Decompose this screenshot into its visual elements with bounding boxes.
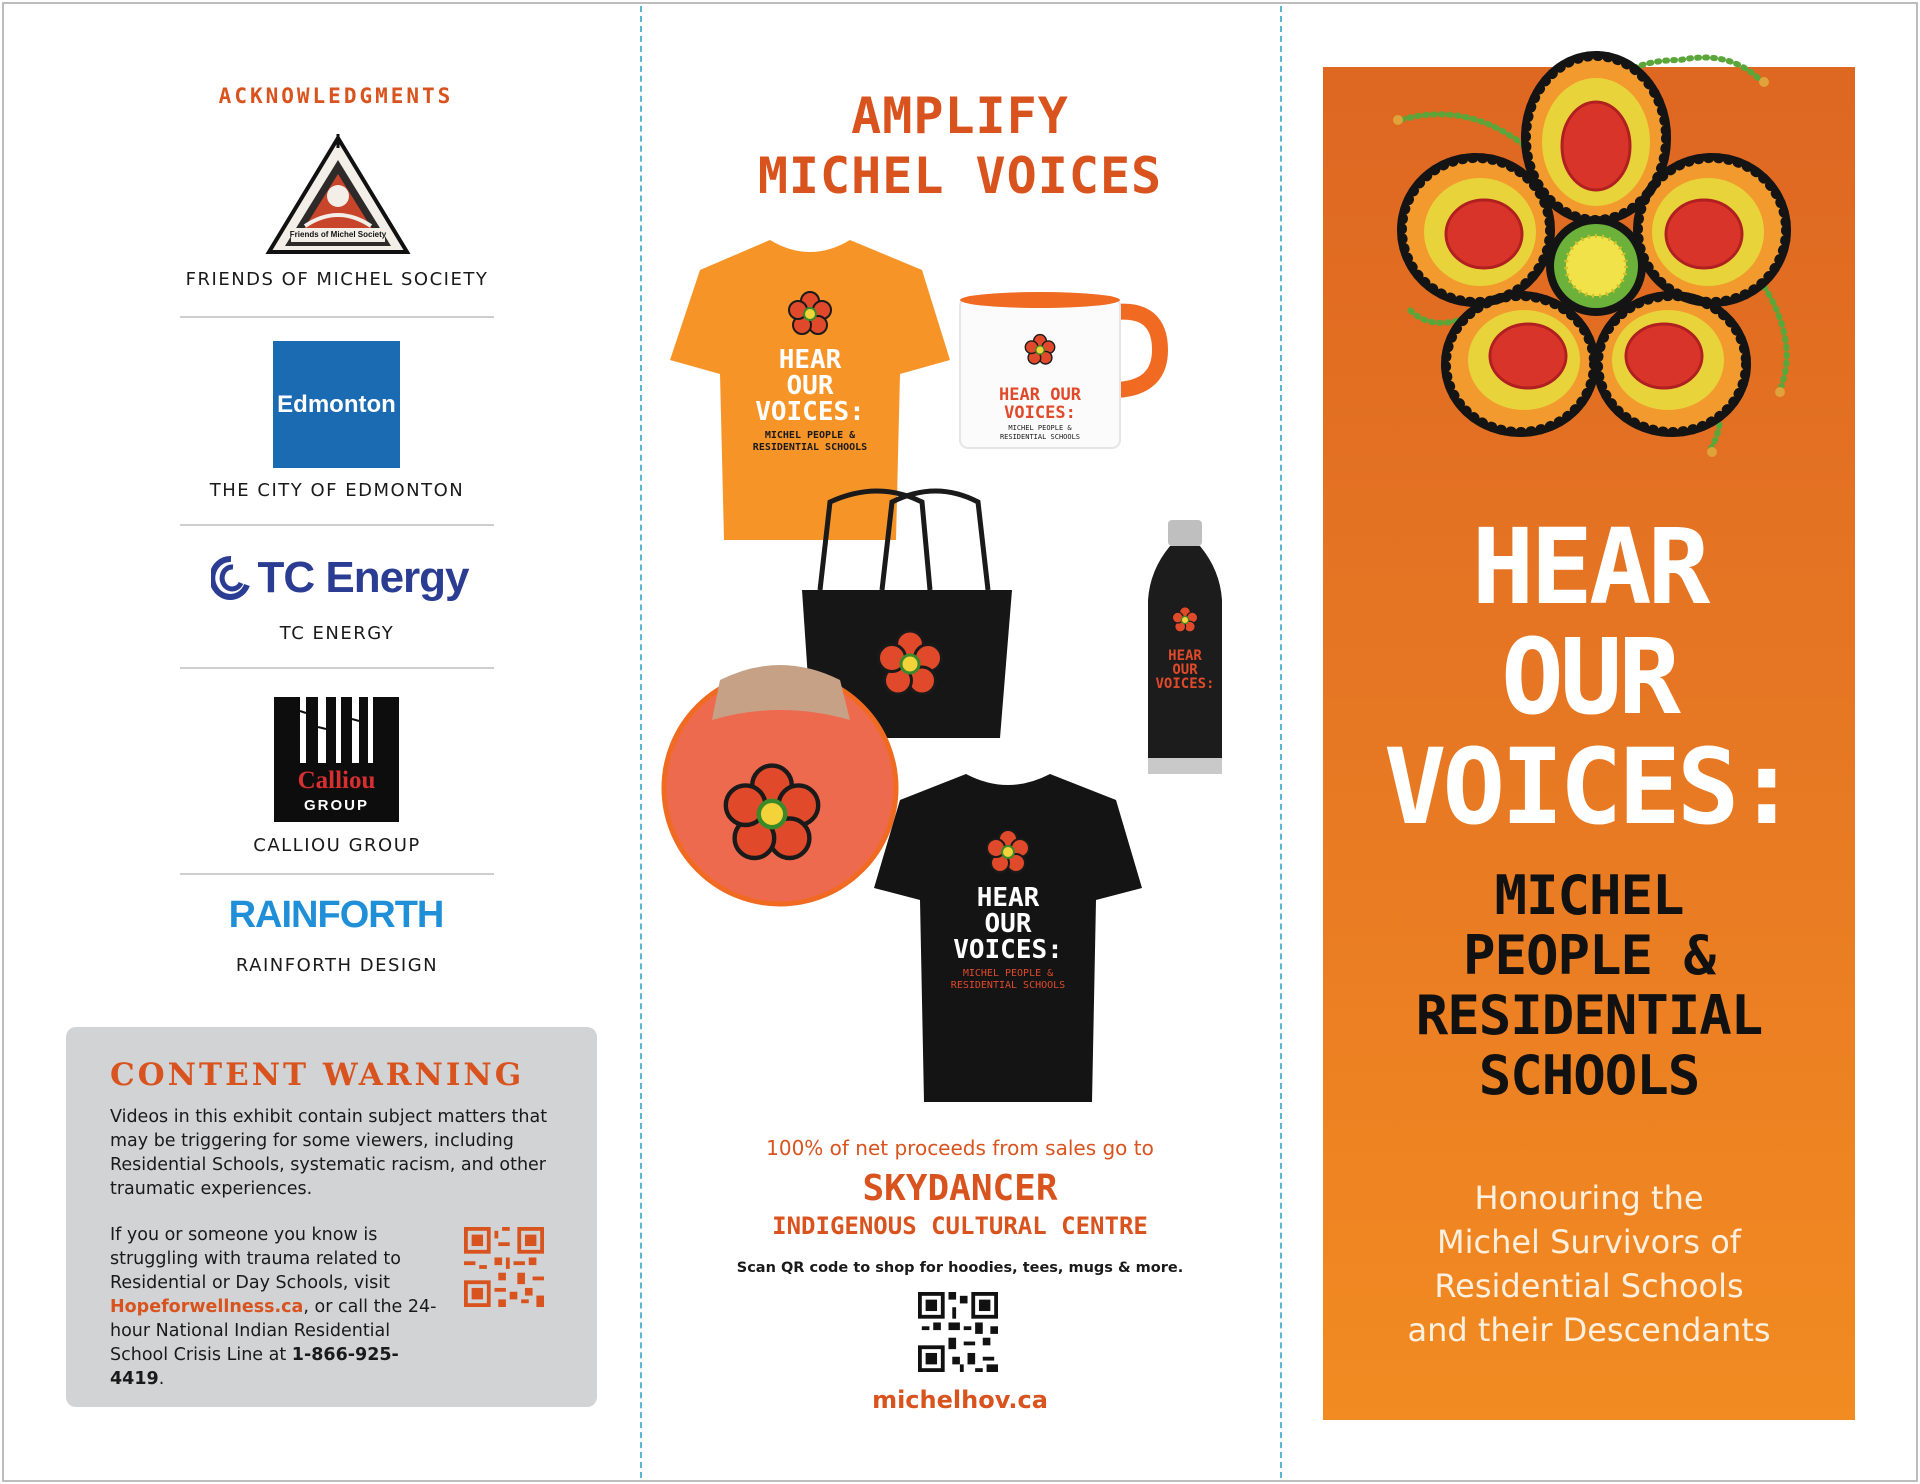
tshirt-print-sub1: MICHEL PEOPLE &	[764, 430, 856, 441]
mug	[960, 292, 1160, 448]
mug-print-sub2: RESIDENTIAL SCHOOLS	[999, 433, 1081, 441]
edmonton-logo-text: Edmonton	[277, 390, 396, 418]
content-warning-help	[110, 1223, 450, 1391]
scan-qr-text: Scan QR code to shop for hoodies, tees, mugs & more.	[736, 1260, 1184, 1276]
sponsor-name: THE CITY OF EDMONTON	[209, 480, 465, 501]
divider	[180, 873, 494, 875]
beaded-flower-icon	[1380, 20, 1800, 490]
hopeforwellness-link[interactable]: Hopeforwellness.ca	[110, 1297, 304, 1317]
cover-subtitle-line3: RESIDENTIAL	[1415, 984, 1763, 1047]
michelhov-url[interactable]: michelhov.ca	[872, 1386, 1048, 1414]
divider	[180, 524, 494, 526]
cover-title-line3: VOICES:	[1383, 726, 1795, 848]
proceeds-text: 100% of net proceeds from sales go to	[766, 1136, 1154, 1160]
black-tshirt-print-line3: VOICES:	[953, 935, 1063, 965]
wellness-qr-code	[464, 1227, 544, 1307]
cover-title-line1: HEAR	[1471, 506, 1707, 628]
tshirt-print-line3: VOICES:	[755, 397, 865, 427]
cover-title	[1323, 506, 1855, 848]
amplify-title-line1: AMPLIFY	[851, 87, 1069, 145]
divider	[180, 316, 494, 318]
content-warning-body: Videos in this exhibit contain subject matters that may be triggering for some viewers, including Residential Schools, systematic racism, and other traumatic experiences.	[110, 1107, 548, 1199]
content-warning-title: CONTENT WARNING	[110, 1057, 525, 1093]
sponsor-tc-energy	[180, 623, 494, 644]
mug-print-sub1: MICHEL PEOPLE &	[1008, 424, 1072, 432]
acknowledgments-title: ACKNOWLEDGMENTS	[218, 84, 454, 108]
tshirt-print-line2: OUR	[786, 371, 834, 401]
edmonton-logo	[273, 341, 400, 468]
merchandise-collage	[660, 240, 1260, 1110]
tc-energy-logo-text: TC Energy	[257, 553, 469, 602]
bottle-print-line1: HEAR	[1168, 648, 1202, 664]
cover-tagline-line4: and their Descendants	[1407, 1311, 1771, 1349]
cover-subtitle	[1323, 866, 1855, 1106]
rainforth-logo: RAINFORTH	[228, 894, 444, 936]
sponsor-friends-of-michel	[180, 269, 494, 290]
divider	[180, 667, 494, 669]
tshirt-print-line1: HEAR	[778, 345, 842, 375]
cover-subtitle-line2: PEOPLE &	[1462, 924, 1716, 987]
tc-energy-logo	[205, 548, 475, 608]
cover-title-line2: OUR	[1501, 616, 1677, 738]
cover-tagline-line1: Honouring the	[1474, 1179, 1704, 1217]
shop-qr-code[interactable]	[918, 1292, 998, 1372]
black-tshirt-print-line2: OUR	[984, 909, 1032, 939]
calliou-logo-subtext: GROUP	[303, 797, 369, 814]
sponsor-calliou-group	[180, 835, 494, 856]
mug-print-line2: VOICES:	[1004, 403, 1076, 423]
sponsor-name: TC ENERGY	[279, 623, 395, 644]
mug-print-line1: HEAR OUR	[999, 385, 1081, 405]
sponsor-name: RAINFORTH DESIGN	[235, 955, 439, 976]
black-tshirt-print-sub2: RESIDENTIAL SCHOOLS	[950, 980, 1066, 991]
help-text-suffix: .	[158, 1369, 165, 1389]
help-text-prefix: If you or someone you know is struggling with trauma related to Residential or Day Schools, visit	[110, 1225, 401, 1293]
skydancer-name: SKYDANCER	[862, 1168, 1058, 1209]
black-tshirt	[874, 774, 1142, 1102]
black-tshirt-print-line1: HEAR	[976, 883, 1040, 913]
bottle-print-line3: VOICES:	[1155, 676, 1215, 692]
help-text-middle: , or call the 24-hour National Indian Residential School Crisis Line at	[110, 1297, 437, 1365]
calliou-group-logo	[274, 697, 399, 822]
sponsor-rainforth-design	[180, 955, 494, 976]
cover-subtitle-line1: MICHEL	[1494, 864, 1684, 927]
bottle-print-line2: OUR	[1172, 662, 1198, 678]
fom-logo-text: Friends of Michel Society	[289, 230, 387, 239]
cover-subtitle-line4: SCHOOLS	[1478, 1044, 1700, 1107]
amplify-title	[640, 86, 1280, 206]
skydancer-subname: INDIGENOUS CULTURAL CENTRE	[772, 1212, 1148, 1240]
black-tshirt-print-sub1: MICHEL PEOPLE &	[962, 968, 1054, 979]
content-warning-box	[66, 1027, 597, 1407]
cover-tagline	[1323, 1176, 1855, 1352]
sponsor-name: FRIENDS OF MICHEL SOCIETY	[185, 269, 489, 290]
water-bottle	[1148, 520, 1222, 774]
fold-line-right	[1280, 6, 1282, 1478]
cover-tagline-line3: Residential Schools	[1434, 1267, 1744, 1305]
sponsor-city-of-edmonton	[180, 480, 494, 501]
crisis-line-phone: 1-866-925-4419	[110, 1345, 399, 1389]
tshirt-print-sub2: RESIDENTIAL SCHOOLS	[752, 442, 868, 453]
calliou-logo-text: Calliou	[297, 767, 376, 794]
tc-energy-swirl-icon	[211, 555, 251, 601]
amplify-title-line2: MICHEL VOICES	[757, 147, 1163, 205]
left-panel	[0, 0, 640, 1484]
sponsor-name: CALLIOU GROUP	[253, 835, 421, 856]
birch-trees-icon	[274, 697, 399, 767]
fold-line-left	[640, 6, 642, 1478]
cover-tagline-line2: Michel Survivors of	[1436, 1223, 1742, 1261]
